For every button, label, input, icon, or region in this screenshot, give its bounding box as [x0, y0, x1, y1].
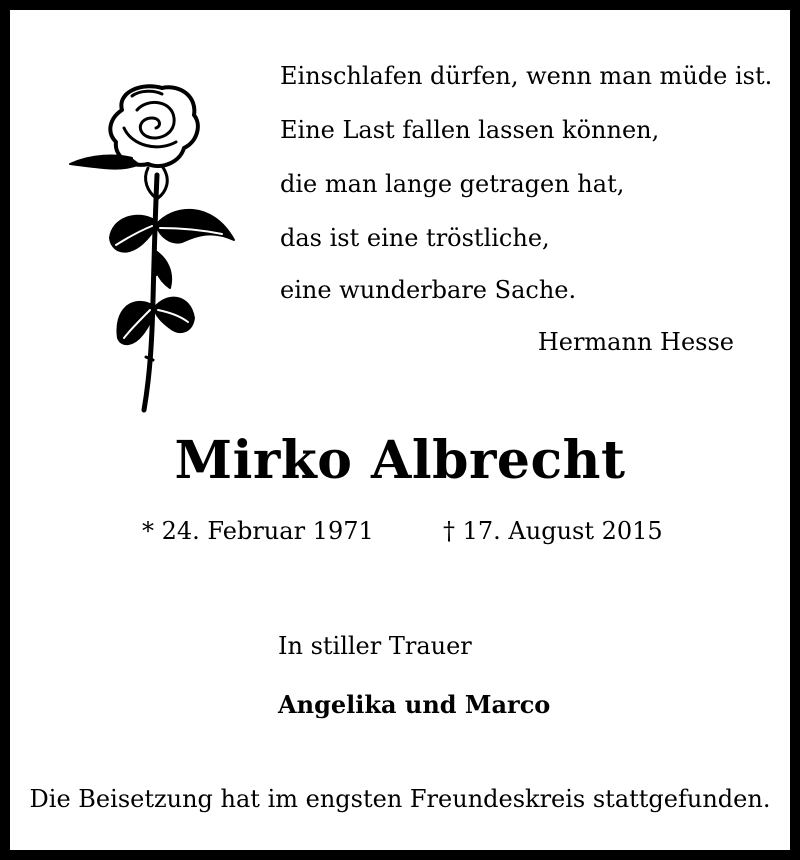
- poem-line: die man lange getragen hat,: [280, 170, 625, 198]
- birth-date: * 24. Februar 1971: [142, 517, 374, 545]
- rose-icon: [62, 80, 242, 415]
- burial-note: Die Beisetzung hat im engsten Freundeskreis stattgefunden.: [29, 785, 771, 813]
- mourning-phrase: In stiller Trauer: [278, 632, 472, 660]
- poem-author: Hermann Hesse: [537, 328, 734, 356]
- poem-line: Eine Last fallen lassen können,: [280, 116, 660, 144]
- poem-line: Einschlafen dürfen, wenn man müde ist.: [280, 62, 773, 90]
- poem-line: das ist eine tröstliche,: [280, 224, 550, 252]
- mourners: Angelika und Marco: [278, 690, 551, 719]
- death-date: † 17. August 2015: [443, 517, 663, 545]
- poem-line: eine wunderbare Sache.: [280, 276, 577, 304]
- deceased-name: Mirko Albrecht: [174, 430, 626, 491]
